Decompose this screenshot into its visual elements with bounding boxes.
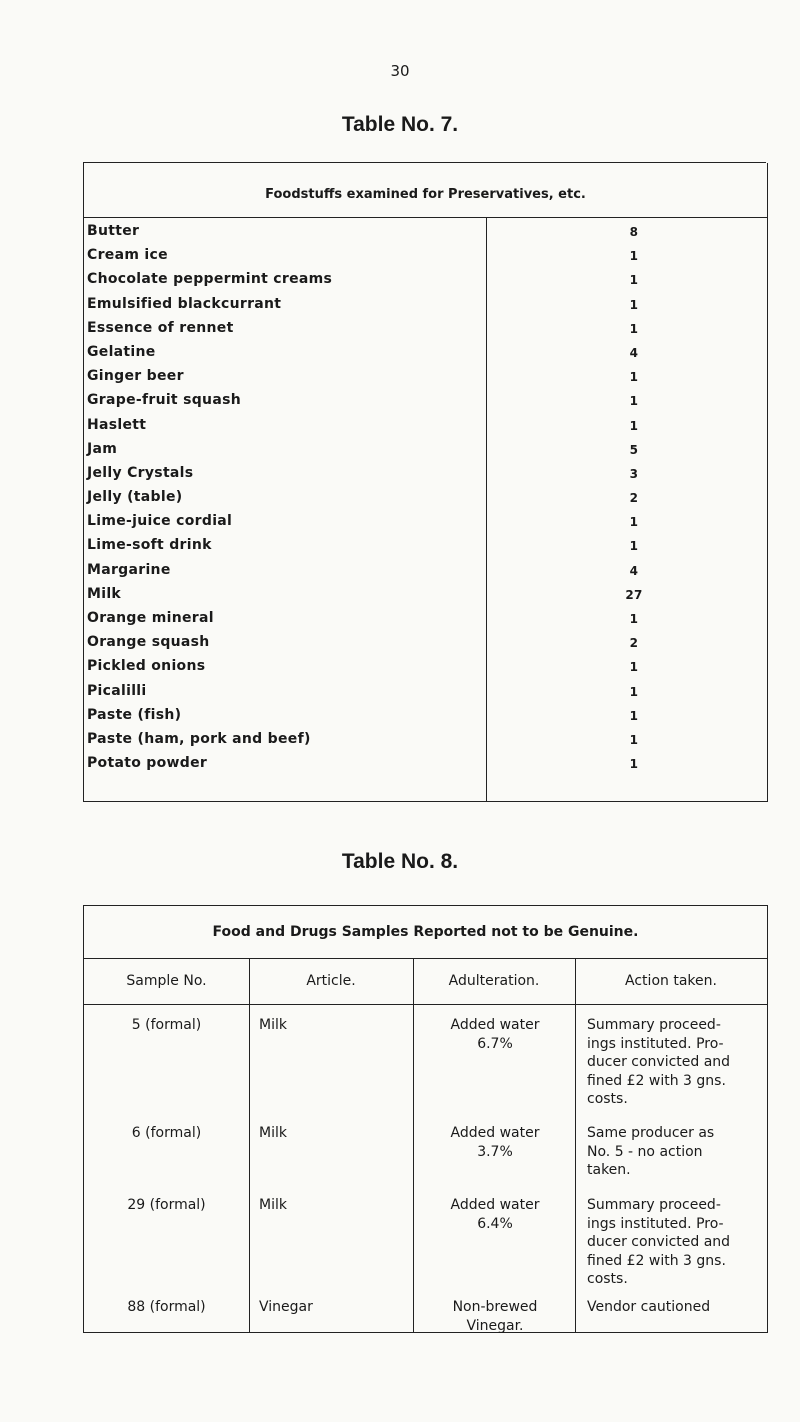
table-8-divider-1 (249, 958, 250, 1332)
table-7-title: Table No. 7. (341, 113, 459, 136)
table-row (84, 511, 767, 535)
column-header-action-taken: Action taken. (625, 973, 717, 989)
article-cell: Milk (259, 1125, 287, 1141)
item-name: Margarine (87, 561, 171, 578)
item-count: 1 (629, 249, 639, 264)
table-8-divider-3 (575, 958, 576, 1332)
item-count: 1 (629, 370, 639, 385)
item-name: Emulsified blackcurrant (87, 295, 282, 312)
item-name: Jelly (table) (87, 489, 183, 506)
item-count: 1 (629, 684, 639, 699)
table-row (84, 463, 767, 487)
item-name: Gelatine (87, 343, 156, 360)
item-count: 8 (629, 225, 639, 239)
table-row (84, 632, 767, 656)
item-name: Lime-juice cordial (87, 513, 233, 530)
item-count: 1 (629, 515, 639, 530)
item-name: Orange mineral (87, 610, 214, 626)
action-cell: Same producer as No. 5 - no action taken. (587, 1125, 715, 1178)
adulteration-cell: Non-brewed Vinegar. (452, 1299, 538, 1334)
item-count: 2 (629, 491, 639, 506)
table-row (84, 753, 767, 777)
item-count: 2 (629, 636, 639, 651)
item-count: 1 (629, 732, 639, 747)
item-name: Paste (fish) (87, 706, 182, 723)
item-name: Jam (87, 440, 118, 457)
article-cell: Milk (259, 1197, 287, 1213)
table-row (84, 729, 767, 753)
table-7-heading: Foodstuffs examined for Preservatives, etc. (265, 187, 586, 202)
item-name: Lime-soft drink (87, 537, 212, 554)
column-header-article: Article. (306, 973, 356, 989)
item-count: 1 (629, 297, 639, 312)
table-row (84, 584, 767, 608)
table-row (84, 269, 767, 293)
adulteration-cell: Added water 3.7% (450, 1125, 540, 1160)
table-row (84, 366, 767, 390)
table-row (84, 608, 767, 632)
item-name: Pickled onions (87, 658, 206, 675)
item-count: 1 (629, 321, 639, 336)
item-count: 4 (629, 563, 639, 578)
item-name: Chocolate peppermint creams (87, 271, 333, 288)
item-name: Milk (87, 585, 122, 602)
table-8-title: Table No. 8. (341, 850, 459, 873)
article-cell: Milk (259, 1017, 287, 1033)
table-8-heading: Food and Drugs Samples Reported not to be Genuine. (212, 924, 639, 940)
article-cell: Vinegar (259, 1299, 313, 1315)
item-count: 1 (629, 708, 639, 723)
table-8-divider-2 (413, 958, 414, 1332)
table-7 (83, 163, 768, 802)
table-row (84, 221, 767, 245)
table-row (84, 681, 767, 705)
item-count: 1 (629, 418, 639, 433)
item-name: Cream ice (87, 247, 168, 264)
table-row (84, 294, 767, 318)
table-row (84, 560, 767, 584)
sample-no-cell: 29 (formal) (127, 1197, 206, 1213)
item-name: Paste (ham, pork and beef) (87, 730, 311, 747)
action-cell: Summary proceed- ings instituted. Pro- ducer convicted and fined £2 with 3 gns. costs. (587, 1017, 731, 1107)
table-row (84, 390, 767, 414)
item-name: Jelly Crystals (87, 464, 194, 481)
adulteration-cell: Added water 6.7% (450, 1017, 540, 1052)
item-count: 1 (629, 757, 639, 772)
table-7-rows (84, 221, 767, 777)
column-header-adulteration: Adulteration. (448, 973, 540, 989)
item-count: 5 (629, 442, 639, 457)
table-7-header-rule (84, 217, 767, 218)
table-8-column-header-rule (84, 1004, 767, 1005)
item-name: Essence of rennet (87, 319, 234, 336)
table-row (84, 487, 767, 511)
action-cell: Vendor cautioned (587, 1299, 711, 1315)
item-count: 1 (629, 660, 639, 675)
column-header-sample-no: Sample No. (126, 973, 207, 989)
item-name: Orange squash (87, 634, 210, 651)
item-name: Butter (87, 223, 140, 239)
table-row (84, 439, 767, 463)
table-row (84, 705, 767, 729)
table-row (84, 535, 767, 559)
table-row (84, 245, 767, 269)
item-name: Ginger beer (87, 368, 184, 385)
page-number: 30 (390, 62, 410, 80)
item-count: 1 (629, 612, 639, 626)
item-count: 3 (629, 466, 639, 481)
sample-no-cell: 5 (formal) (131, 1017, 202, 1033)
item-count: 1 (629, 539, 639, 554)
table-8 (83, 905, 768, 1333)
item-name: Potato powder (87, 755, 208, 772)
table-row (84, 342, 767, 366)
item-count: 4 (629, 345, 639, 360)
item-name: Grape-fruit squash (87, 392, 241, 409)
adulteration-cell: Added water 6.4% (450, 1197, 540, 1232)
item-count: 1 (629, 394, 639, 409)
action-cell: Summary proceed- ings instituted. Pro- ducer convicted and fined £2 with 3 gns. costs. (587, 1197, 731, 1287)
item-count: 1 (629, 273, 639, 288)
item-count: 27 (625, 587, 643, 602)
table-row (84, 318, 767, 342)
sample-no-cell: 88 (formal) (127, 1299, 206, 1315)
table-row (84, 415, 767, 439)
sample-no-cell: 6 (formal) (131, 1125, 202, 1141)
item-name: Haslett (87, 416, 147, 433)
table-row (84, 656, 767, 680)
item-name: Picalilli (87, 682, 147, 699)
